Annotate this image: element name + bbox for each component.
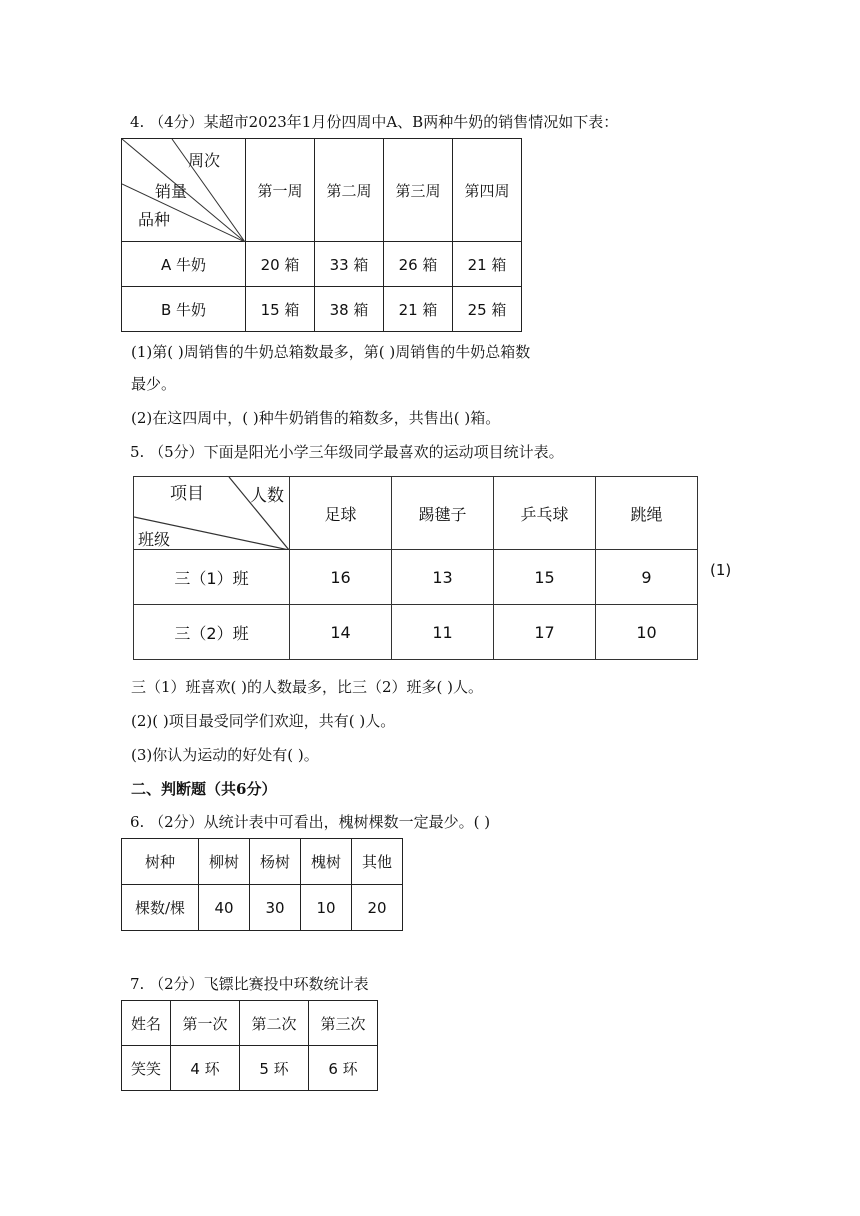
- data-cell: 33 箱: [315, 242, 384, 287]
- corner-label-item: 项目: [170, 484, 204, 504]
- dart-table: [121, 1000, 378, 1091]
- table-row: [122, 242, 522, 287]
- data-cell: 21 箱: [453, 242, 522, 287]
- corner-label-week: 周次: [188, 151, 221, 170]
- data-cell: 20: [352, 885, 403, 931]
- header-cell: 乒乓球: [494, 477, 596, 550]
- section-title: 二、判断题（共6分）: [131, 780, 277, 798]
- header-cell: 第二次: [240, 1001, 309, 1046]
- header-cell: 槐树: [301, 839, 352, 885]
- milk-sales-table: [121, 138, 522, 332]
- header-cell: 树种: [122, 839, 199, 885]
- row-label: A 牛奶: [122, 242, 246, 287]
- q5-text: 5. （5分）下面是阳光小学三年级同学最喜欢的运动项目统计表。: [130, 443, 564, 461]
- header-cell: 杨树: [250, 839, 301, 885]
- data-cell: 17: [494, 605, 596, 660]
- table-row: [122, 839, 403, 885]
- header-cell: 第一次: [171, 1001, 240, 1046]
- header-cell: 足球: [290, 477, 392, 550]
- sports-table: [133, 476, 698, 660]
- table-corner-header: [134, 477, 290, 550]
- q5-sub2: (2)( )项目最受同学们欢迎，共有( )人。: [131, 712, 396, 730]
- corner-label-count: 人数: [250, 486, 284, 506]
- row-label: 棵数/棵: [122, 885, 199, 931]
- tree-table: [121, 838, 403, 931]
- header-cell: 第一周: [246, 139, 315, 242]
- data-cell: 25 箱: [453, 287, 522, 332]
- q4-sub2: (2)在这四周中，( )种牛奶销售的箱数多，共售出( )箱。: [131, 409, 501, 427]
- data-cell: 16: [290, 550, 392, 605]
- header-cell: 第三次: [309, 1001, 378, 1046]
- header-cell: 踢毽子: [392, 477, 494, 550]
- table-row: [122, 1001, 378, 1046]
- data-cell: 21 箱: [384, 287, 453, 332]
- data-cell: 26 箱: [384, 242, 453, 287]
- data-cell: 20 箱: [246, 242, 315, 287]
- q5-side-mark: (1): [710, 561, 732, 579]
- q5-sub1: 三（1）班喜欢( )的人数最多，比三（2）班多( )人。: [131, 678, 484, 696]
- q7-text: 7. （2分）飞镖比赛投中环数统计表: [130, 975, 369, 993]
- data-cell: 30: [250, 885, 301, 931]
- data-cell: 38 箱: [315, 287, 384, 332]
- header-cell: 其他: [352, 839, 403, 885]
- corner-label-sales: 销量: [155, 182, 188, 201]
- q6-text: 6. （2分）从统计表中可看出，槐树棵数一定最少。( ): [130, 813, 491, 831]
- row-label: 笑笑: [122, 1046, 171, 1091]
- header-cell: 第三周: [384, 139, 453, 242]
- data-cell: 10: [301, 885, 352, 931]
- row-label: B 牛奶: [122, 287, 246, 332]
- row-label: 三（2）班: [134, 605, 290, 660]
- header-cell: 第四周: [453, 139, 522, 242]
- data-cell: 15: [494, 550, 596, 605]
- data-cell: 15 箱: [246, 287, 315, 332]
- q4-sub1-line1: (1)第( )周销售的牛奶总箱数最多，第( )周销售的牛奶总箱数: [131, 343, 531, 361]
- header-cell: 跳绳: [596, 477, 698, 550]
- corner-label-class: 班级: [138, 530, 171, 549]
- q5-sub3: (3)你认为运动的好处有( )。: [131, 746, 319, 764]
- row-label: 三（1）班: [134, 550, 290, 605]
- q4-sub1-line2: 最少。: [131, 375, 177, 393]
- data-cell: 13: [392, 550, 494, 605]
- table-corner-header: [122, 139, 246, 242]
- data-cell: 6 环: [309, 1046, 378, 1091]
- table-row: [122, 1046, 378, 1091]
- data-cell: 5 环: [240, 1046, 309, 1091]
- data-cell: 10: [596, 605, 698, 660]
- header-cell: 第二周: [315, 139, 384, 242]
- table-row: [122, 885, 403, 931]
- data-cell: 11: [392, 605, 494, 660]
- table-row: [134, 550, 698, 605]
- q4-text: 4. （4分）某超市2023年1月份四周中A、B两种牛奶的销售情况如下表：: [130, 113, 619, 131]
- header-cell: 柳树: [199, 839, 250, 885]
- data-cell: 4 环: [171, 1046, 240, 1091]
- data-cell: 9: [596, 550, 698, 605]
- table-row: [134, 605, 698, 660]
- corner-label-product: 品种: [138, 210, 171, 229]
- data-cell: 14: [290, 605, 392, 660]
- data-cell: 40: [199, 885, 250, 931]
- header-cell: 姓名: [122, 1001, 171, 1046]
- table-row: [122, 287, 522, 332]
